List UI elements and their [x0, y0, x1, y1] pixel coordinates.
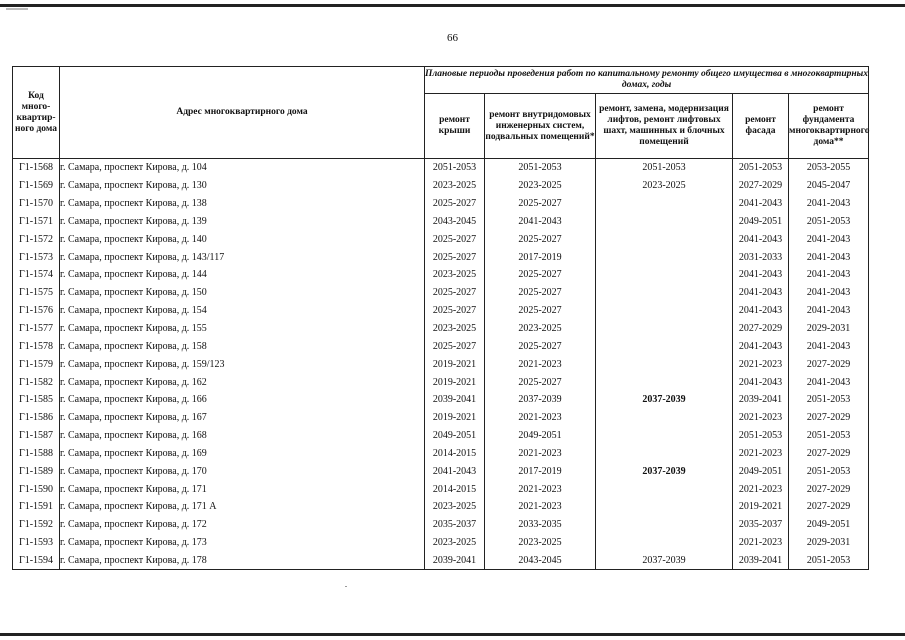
cell-facade: 2041-2043	[733, 230, 789, 248]
cell-code: Г1-1570	[13, 195, 60, 213]
cell-address: г. Самара, проспект Кирова, д. 171 А	[60, 498, 425, 516]
cell-engineering: 2021-2023	[485, 355, 596, 373]
cell-code: Г1-1569	[13, 177, 60, 195]
cell-roof: 2025-2027	[425, 230, 485, 248]
cell-engineering: 2025-2027	[485, 373, 596, 391]
cell-facade: 2035-2037	[733, 516, 789, 534]
cell-address: г. Самара, проспект Кирова, д. 169	[60, 445, 425, 463]
table-row	[13, 552, 869, 570]
cell-foundation: 2041-2043	[789, 302, 869, 320]
cell-elevators	[596, 373, 733, 391]
cell-elevators	[596, 230, 733, 248]
header-code: Код много-квартир-ного дома	[13, 67, 60, 159]
table-row	[13, 445, 869, 463]
cell-foundation: 2041-2043	[789, 230, 869, 248]
cell-facade: 2019-2021	[733, 498, 789, 516]
cell-foundation: 2041-2043	[789, 284, 869, 302]
cell-roof: 2039-2041	[425, 391, 485, 409]
table-row	[13, 534, 869, 552]
table-row	[13, 409, 869, 427]
cell-engineering: 2051-2053	[485, 159, 596, 177]
table-row	[13, 230, 869, 248]
cell-code: Г1-1593	[13, 534, 60, 552]
cell-foundation: 2051-2053	[789, 427, 869, 445]
cell-engineering: 2025-2027	[485, 230, 596, 248]
cell-foundation: 2027-2029	[789, 498, 869, 516]
cell-code: Г1-1594	[13, 552, 60, 570]
cell-code: Г1-1582	[13, 373, 60, 391]
cell-roof: 2023-2025	[425, 534, 485, 552]
cell-elevators	[596, 498, 733, 516]
cell-elevators	[596, 480, 733, 498]
cell-facade: 2051-2053	[733, 427, 789, 445]
cell-code: Г1-1591	[13, 498, 60, 516]
cell-engineering: 2025-2027	[485, 195, 596, 213]
cell-engineering: 2021-2023	[485, 498, 596, 516]
cell-elevators	[596, 427, 733, 445]
cell-foundation: 2041-2043	[789, 266, 869, 284]
cell-address: г. Самара, проспект Кирова, д. 178	[60, 552, 425, 570]
cell-roof: 2025-2027	[425, 337, 485, 355]
cell-elevators	[596, 445, 733, 463]
cell-elevators	[596, 516, 733, 534]
cell-code: Г1-1585	[13, 391, 60, 409]
cell-address: г. Самара, проспект Кирова, д. 170	[60, 462, 425, 480]
cell-engineering: 2033-2035	[485, 516, 596, 534]
cell-address: г. Самара, проспект Кирова, д. 144	[60, 266, 425, 284]
cell-engineering: 2021-2023	[485, 480, 596, 498]
cell-facade: 2041-2043	[733, 195, 789, 213]
cell-facade: 2027-2029	[733, 177, 789, 195]
cell-elevators	[596, 337, 733, 355]
cell-address: г. Самара, проспект Кирова, д. 171	[60, 480, 425, 498]
cell-elevators	[596, 320, 733, 338]
cell-code: Г1-1592	[13, 516, 60, 534]
cell-foundation: 2027-2029	[789, 355, 869, 373]
cell-elevators: 2037-2039	[596, 552, 733, 570]
cell-address: г. Самара, проспект Кирова, д. 155	[60, 320, 425, 338]
cell-address: г. Самара, проспект Кирова, д. 173	[60, 534, 425, 552]
cell-code: Г1-1576	[13, 302, 60, 320]
page-number: 66	[447, 32, 458, 44]
header-facade: ремонт фасада	[733, 94, 789, 159]
table-body	[13, 159, 869, 570]
cell-address: г. Самара, проспект Кирова, д. 172	[60, 516, 425, 534]
cell-address: г. Самара, проспект Кирова, д. 140	[60, 230, 425, 248]
cell-code: Г1-1573	[13, 248, 60, 266]
cell-foundation: 2029-2031	[789, 320, 869, 338]
cell-roof: 2023-2025	[425, 498, 485, 516]
cell-foundation: 2041-2043	[789, 337, 869, 355]
cell-foundation: 2027-2029	[789, 445, 869, 463]
cell-facade: 2021-2023	[733, 355, 789, 373]
cell-roof: 2025-2027	[425, 284, 485, 302]
table-row	[13, 159, 869, 177]
cell-foundation: 2053-2055	[789, 159, 869, 177]
cell-elevators	[596, 409, 733, 427]
cell-engineering: 2023-2025	[485, 177, 596, 195]
cell-roof: 2019-2021	[425, 355, 485, 373]
cell-address: г. Самара, проспект Кирова, д. 167	[60, 409, 425, 427]
cell-elevators	[596, 266, 733, 284]
cell-address: г. Самара, проспект Кирова, д. 158	[60, 337, 425, 355]
cell-roof: 2049-2051	[425, 427, 485, 445]
cell-facade: 2039-2041	[733, 391, 789, 409]
repair-schedule-table	[12, 66, 869, 570]
cell-roof: 2023-2025	[425, 177, 485, 195]
cell-facade: 2021-2023	[733, 409, 789, 427]
cell-code: Г1-1590	[13, 480, 60, 498]
scan-speck	[345, 586, 347, 587]
cell-facade: 2021-2023	[733, 480, 789, 498]
cell-facade: 2039-2041	[733, 552, 789, 570]
cell-roof: 2041-2043	[425, 462, 485, 480]
cell-engineering: 2025-2027	[485, 302, 596, 320]
cell-elevators	[596, 302, 733, 320]
cell-engineering: 2023-2025	[485, 534, 596, 552]
cell-engineering: 2017-2019	[485, 248, 596, 266]
table-row	[13, 177, 869, 195]
cell-address: г. Самара, проспект Кирова, д. 162	[60, 373, 425, 391]
cell-code: Г1-1571	[13, 213, 60, 231]
cell-code: Г1-1586	[13, 409, 60, 427]
cell-roof: 2023-2025	[425, 266, 485, 284]
table-row	[13, 516, 869, 534]
cell-code: Г1-1587	[13, 427, 60, 445]
table-row	[13, 284, 869, 302]
table-row	[13, 248, 869, 266]
cell-elevators	[596, 284, 733, 302]
cell-engineering: 2049-2051	[485, 427, 596, 445]
table-row	[13, 427, 869, 445]
cell-facade: 2021-2023	[733, 445, 789, 463]
cell-foundation: 2045-2047	[789, 177, 869, 195]
cell-facade: 2041-2043	[733, 373, 789, 391]
cell-elevators: 2037-2039	[596, 391, 733, 409]
table-row	[13, 266, 869, 284]
table-row	[13, 320, 869, 338]
table-row	[13, 195, 869, 213]
cell-code: Г1-1577	[13, 320, 60, 338]
cell-roof: 2014-2015	[425, 480, 485, 498]
cell-foundation: 2027-2029	[789, 480, 869, 498]
cell-code: Г1-1572	[13, 230, 60, 248]
cell-facade: 2049-2051	[733, 462, 789, 480]
table-row	[13, 480, 869, 498]
cell-facade: 2049-2051	[733, 213, 789, 231]
cell-elevators	[596, 248, 733, 266]
cell-engineering: 2037-2039	[485, 391, 596, 409]
cell-code: Г1-1578	[13, 337, 60, 355]
cell-address: г. Самара, проспект Кирова, д. 168	[60, 427, 425, 445]
cell-code: Г1-1579	[13, 355, 60, 373]
cell-roof: 2025-2027	[425, 195, 485, 213]
cell-elevators: 2023-2025	[596, 177, 733, 195]
cell-address: г. Самара, проспект Кирова, д. 139	[60, 213, 425, 231]
cell-foundation: 2051-2053	[789, 462, 869, 480]
cell-address: г. Самара, проспект Кирова, д. 104	[60, 159, 425, 177]
header-engineering: ремонт внутридомовых инженерных систем, подвальных помещений*	[485, 94, 596, 159]
bottom-rule	[0, 633, 905, 636]
cell-address: г. Самара, проспект Кирова, д. 154	[60, 302, 425, 320]
table-row	[13, 391, 869, 409]
cell-facade: 2041-2043	[733, 302, 789, 320]
cell-code: Г1-1568	[13, 159, 60, 177]
cell-elevators	[596, 534, 733, 552]
scan-mark	[6, 8, 28, 10]
cell-elevators: 2037-2039	[596, 462, 733, 480]
cell-facade: 2027-2029	[733, 320, 789, 338]
cell-address: г. Самара, проспект Кирова, д. 130	[60, 177, 425, 195]
table-row	[13, 355, 869, 373]
cell-address: г. Самара, проспект Кирова, д. 150	[60, 284, 425, 302]
cell-roof: 2025-2027	[425, 302, 485, 320]
header-planned-periods: Плановые периоды проведения работ по капитальному ремонту общего имущества в многоквартирных домах, годы	[425, 67, 869, 94]
cell-foundation: 2041-2043	[789, 195, 869, 213]
header-roof: ремонт крыши	[425, 94, 485, 159]
cell-engineering: 2041-2043	[485, 213, 596, 231]
cell-code: Г1-1589	[13, 462, 60, 480]
table-row	[13, 302, 869, 320]
cell-roof: 2025-2027	[425, 248, 485, 266]
cell-address: г. Самара, проспект Кирова, д. 159/123	[60, 355, 425, 373]
cell-foundation: 2051-2053	[789, 213, 869, 231]
cell-code: Г1-1574	[13, 266, 60, 284]
cell-facade: 2021-2023	[733, 534, 789, 552]
cell-foundation: 2051-2053	[789, 552, 869, 570]
cell-code: Г1-1575	[13, 284, 60, 302]
cell-roof: 2019-2021	[425, 409, 485, 427]
cell-foundation: 2041-2043	[789, 248, 869, 266]
cell-roof: 2051-2053	[425, 159, 485, 177]
cell-engineering: 2023-2025	[485, 320, 596, 338]
cell-elevators	[596, 195, 733, 213]
cell-roof: 2039-2041	[425, 552, 485, 570]
cell-facade: 2031-2033	[733, 248, 789, 266]
cell-roof: 2043-2045	[425, 213, 485, 231]
top-rule	[0, 4, 905, 7]
cell-engineering: 2043-2045	[485, 552, 596, 570]
cell-elevators	[596, 355, 733, 373]
table-row	[13, 337, 869, 355]
cell-address: г. Самара, проспект Кирова, д. 143/117	[60, 248, 425, 266]
cell-facade: 2041-2043	[733, 284, 789, 302]
cell-roof: 2019-2021	[425, 373, 485, 391]
cell-foundation: 2029-2031	[789, 534, 869, 552]
cell-engineering: 2025-2027	[485, 266, 596, 284]
cell-engineering: 2025-2027	[485, 337, 596, 355]
table-row	[13, 213, 869, 231]
cell-engineering: 2021-2023	[485, 409, 596, 427]
cell-code: Г1-1588	[13, 445, 60, 463]
cell-elevators	[596, 213, 733, 231]
table-row	[13, 498, 869, 516]
cell-address: г. Самара, проспект Кирова, д. 138	[60, 195, 425, 213]
cell-elevators: 2051-2053	[596, 159, 733, 177]
cell-roof: 2014-2015	[425, 445, 485, 463]
cell-address: г. Самара, проспект Кирова, д. 166	[60, 391, 425, 409]
cell-facade: 2051-2053	[733, 159, 789, 177]
table-row	[13, 373, 869, 391]
cell-facade: 2041-2043	[733, 266, 789, 284]
header-address: Адрес многоквартирного дома	[60, 67, 425, 159]
cell-roof: 2035-2037	[425, 516, 485, 534]
header-elevators: ремонт, замена, модернизация лифтов, ремонт лифтовых шахт, машинных и блочных помещений	[596, 94, 733, 159]
header-foundation: ремонт фундамента многоквартирного дома**	[789, 94, 869, 159]
cell-foundation: 2027-2029	[789, 409, 869, 427]
cell-foundation: 2041-2043	[789, 373, 869, 391]
cell-engineering: 2025-2027	[485, 284, 596, 302]
cell-facade: 2041-2043	[733, 337, 789, 355]
table-row	[13, 462, 869, 480]
cell-roof: 2023-2025	[425, 320, 485, 338]
cell-engineering: 2017-2019	[485, 462, 596, 480]
cell-foundation: 2051-2053	[789, 391, 869, 409]
cell-engineering: 2021-2023	[485, 445, 596, 463]
cell-foundation: 2049-2051	[789, 516, 869, 534]
